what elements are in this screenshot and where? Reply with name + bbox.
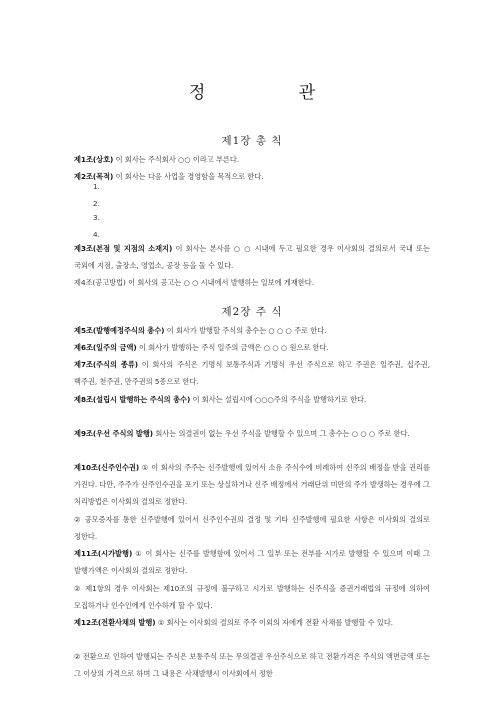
article-10: 제10조(신주인수권) ① 이 회사의 주주는 신주발행에 있어서 소유 주식수에 비례하여 신주의 배정을 받을 권리를 가진다. 다만, 주주가 신주인수권을 포기 또는 상실하거나 신주 배정에서 거래단위 미만의 주가 발생하는 경우에 그 처리방법은 이사회의 결의로 정한다. [74, 463, 430, 507]
article-1: 제1조(상호) 이 회사는 주식회사 ○○ 이라고 부른다. [74, 155, 240, 164]
list-item: 3. [93, 213, 100, 222]
article-6: 제6조(일주의 금액) 이 회사가 발행하는 주식 일주의 금액은 ○ ○ ○ 원으로 한다. [74, 343, 329, 352]
article-2: 제2조(목적) 이 회사는 다음 사업을 경영함을 목적으로 한다. [74, 172, 264, 181]
article-12: 제12조(전환사채의 발행) ① 회사는 이사회의 결의로 주주 이외의 자에게 전환 사채를 발행할 수 있다. [74, 618, 394, 627]
article-7: 제7조(주식의 종류) 이 회사의 주식은 기명식 보통주식과 기명식 우선 주식으로 하고 주권은 일주권, 십주권, 백주권, 천주권, 만주권의 5종으로 한다. [74, 360, 430, 387]
article-11: 제11조(시가발행) ① 이 회사는 신주를 발행함에 있어서 그 일부 또는 전부를 시가로 발행할 수 있으며 이때 그 발행가액은 이사회의 결의로 정한다. [74, 549, 430, 576]
article-10-paragraph-2: ② 공모증자를 통한 신주발행에 있어서 신주인수권의 결정 및 기타 신주발행에 필요한 사항은 이사회의 결의로 정한다. [74, 515, 430, 542]
list-item: 1. [93, 182, 100, 191]
article-5: 제5조(발행예정주식의 총수) 이 회사가 발행할 주식의 총수는 ○ ○ ○ 주로 한다. [74, 326, 327, 335]
document-title: 정 관 [188, 83, 360, 103]
article-4: 제4조(공고방법) 이 회사의 공고는 ○ ○ 시내에서 발행하는 일보에 게재한다. [74, 278, 314, 287]
chapter-2-title: 제2장 주 식 [221, 306, 283, 318]
article-9: 제9조(우선 주식의 발행) 회사는 의결권이 없는 우선 주식을 발행할 수 있으며 그 총수는 ○ ○ ○ 주로 한다. [74, 429, 410, 438]
article-12-paragraph-2: ② 전환으로 인하여 발행되는 주식은 보통주식 또는 무의결권 우선주식으로 하고 전환가격은 주식의 액면금액 또는 그 이상의 가격으로 하며 그 내용은 사채발행시 이사회에서 정한 [74, 652, 430, 679]
article-8: 제8조(설립시 발행하는 주식의 총수) 이 회사는 설립시에 ○○○주의 주식을 발행하기로 한다. [74, 395, 367, 404]
chapter-1-title: 제1장 총 칙 [221, 135, 283, 147]
list-item: 4. [93, 230, 100, 239]
list-item: 2. [93, 199, 100, 208]
article-3: 제3조(본점 및 지점의 소재지) 이 회사는 본사를 ○ ○ 시내에 두고 필요한 경우 이사회의 결의로서 국내 또는 국외에 지점, 출장소, 영업소, 공장 등을 둘 수 있다. [74, 244, 430, 271]
article-11-paragraph-2: ② 제1항의 경우 이사회는 제10조의 규정에 불구하고 시가로 발행하는 신주식을 증권거래법의 규정에 의하여 모집하거나 인수인에게 인수하게 할 수 있다. [74, 584, 430, 611]
